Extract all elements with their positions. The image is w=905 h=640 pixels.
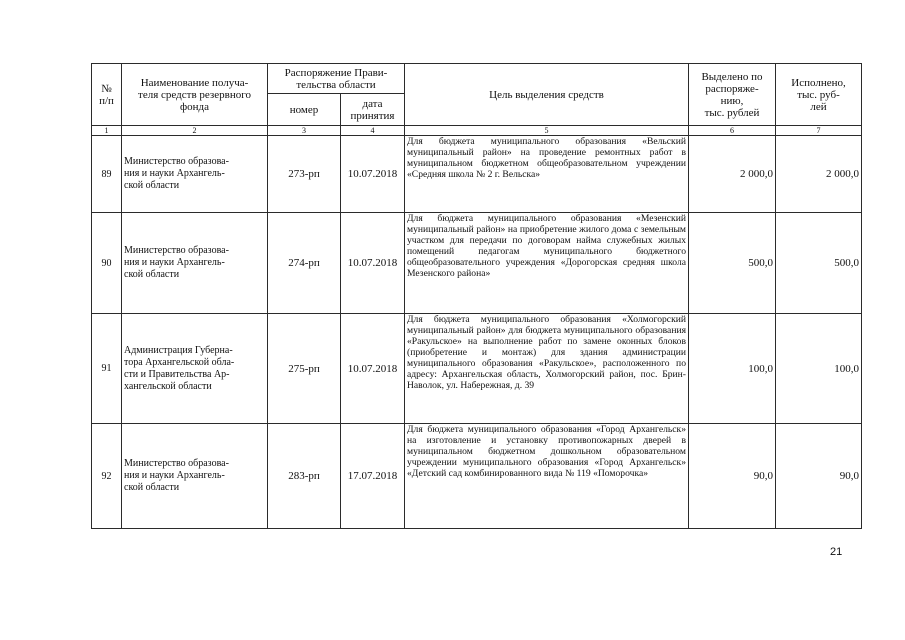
allocated-cell: 100,0 (689, 314, 776, 424)
page-number: 21 (830, 546, 843, 558)
executed-cell: 500,0 (776, 213, 862, 314)
order-date-cell: 10.07.2018 (341, 213, 405, 314)
column-number: 4 (341, 126, 405, 136)
table-row (92, 136, 862, 213)
column-number-row (92, 126, 862, 136)
order-number-cell: 275-рп (268, 314, 341, 424)
header-order: Распоряжение Прави- тельства области (268, 64, 405, 94)
order-date-cell: 17.07.2018 (341, 424, 405, 529)
row-number: 90 (92, 213, 122, 314)
allocated-cell: 2 000,0 (689, 136, 776, 213)
row-number: 91 (92, 314, 122, 424)
header-order-number: номер (268, 94, 341, 126)
row-number: 92 (92, 424, 122, 529)
header-recipient: Наименование получа- теля средств резервного фонда (122, 64, 268, 126)
header-purpose: Цель выделения средств (405, 64, 689, 126)
allocated-cell: 500,0 (689, 213, 776, 314)
table-row (92, 314, 862, 424)
table-row (92, 424, 862, 529)
recipient-cell: Министерство образова- ния и науки Архангель- ской области (122, 424, 268, 529)
recipient-cell: Министерство образова- ния и науки Архангель- ской области (122, 136, 268, 213)
reserve-fund-table (91, 63, 862, 529)
recipient-cell: Министерство образова- ния и науки Архангель- ской области (122, 213, 268, 314)
column-number: 6 (689, 126, 776, 136)
header-executed: Исполнено, тыс. руб- лей (776, 64, 862, 126)
recipient-cell: Администрация Губерна- тора Архангельской обла- сти и Правительства Ар- хангельской области (122, 314, 268, 424)
order-number-cell: 283-рп (268, 424, 341, 529)
row-number: 89 (92, 136, 122, 213)
order-date-cell: 10.07.2018 (341, 136, 405, 213)
table-row (92, 213, 862, 314)
column-number: 5 (405, 126, 689, 136)
order-number-cell: 274-рп (268, 213, 341, 314)
order-number-cell: 273-рп (268, 136, 341, 213)
column-number: 3 (268, 126, 341, 136)
header-no: № п/п (92, 64, 122, 126)
column-number: 2 (122, 126, 268, 136)
column-number: 1 (92, 126, 122, 136)
column-number: 7 (776, 126, 862, 136)
purpose-cell: Для бюджета муниципального образования «Мезенский муниципальный район» на приобретение жилого дома с земельным участком для передачи по договорам найма служебных жилых помещений педагогам муниципального бюджетного общеобразовательного учреждения «Дорогорская средняя школа Мезенского района» (405, 213, 689, 314)
header-allocated: Выделено по распоряже- нию, тыс. рублей (689, 64, 776, 126)
purpose-cell: Для бюджета муниципального образования «Холмогорский муниципальный район» для бюджета муниципального образования «Ракульское» на выполнение работ по замене оконных блоков (приобретение и монтаж) для здания администрации муниципального образования «Ракульское», расположенного по адресу: Архангельская область, Холмогорский район, пос. Брин-Наволок, ул. Набережная, д. 39 (405, 314, 689, 424)
order-date-cell: 10.07.2018 (341, 314, 405, 424)
header-order-date: дата принятия (341, 94, 405, 126)
executed-cell: 90,0 (776, 424, 862, 529)
executed-cell: 2 000,0 (776, 136, 862, 213)
purpose-cell: Для бюджета муниципального образования «Вельский муниципальный район» на проведение ремонтных работ в муниципальном бюджетном общеобразовательном учреждении «Средняя школа № 2 г. Вельска» (405, 136, 689, 213)
allocated-cell: 90,0 (689, 424, 776, 529)
executed-cell: 100,0 (776, 314, 862, 424)
purpose-cell: Для бюджета муниципального образования «Город Архангельск» на изготовление и установку противопожарных дверей в муниципальном бюджетном дошкольном образовательном учреждении муниципального образования «Город Архангельск» «Детский сад комбинированного вида № 119 «Поморочка» (405, 424, 689, 529)
